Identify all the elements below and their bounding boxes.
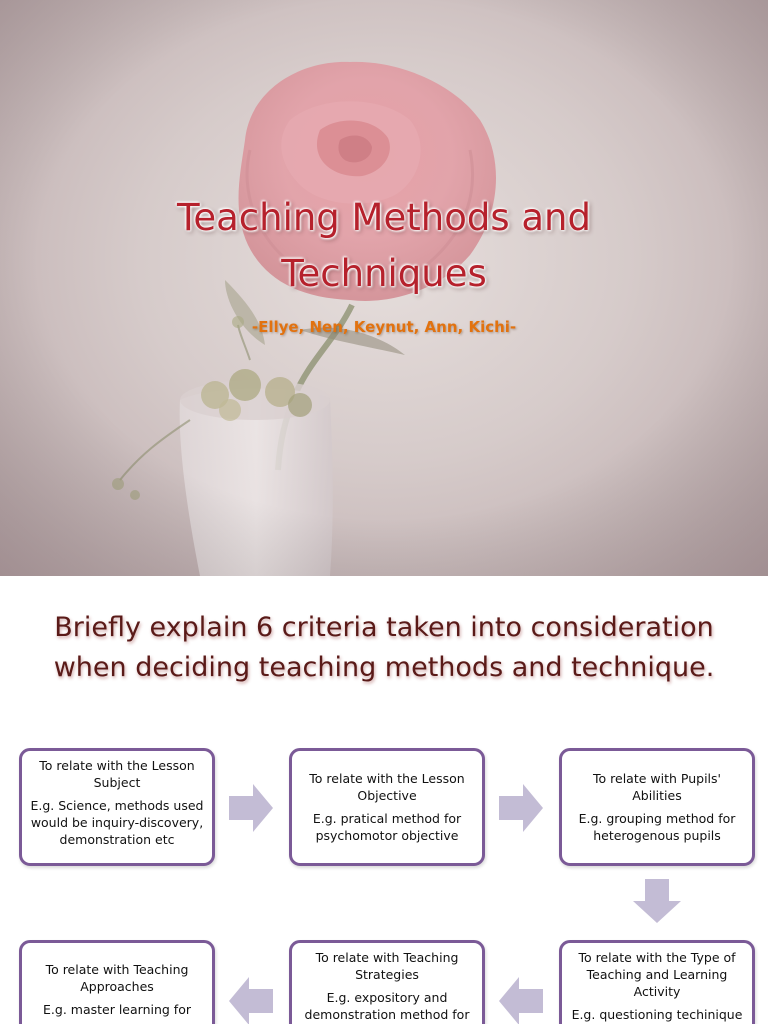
arrow-right-icon — [229, 784, 273, 832]
criteria-title: To relate with Teaching Approaches — [45, 962, 189, 994]
criteria-example: E.g. expository and demonstration method for — [304, 990, 470, 1022]
criteria-example: E.g. Science, methods used would be inquiry-discovery, demonstration etc — [30, 798, 204, 847]
authors-subtitle: -Ellye, Nen, Keynut, Ann, Kichi- — [251, 318, 517, 336]
criteria-box-activity-type — [559, 940, 755, 1024]
criteria-example: E.g. pratical method for psychomotor objective — [312, 811, 462, 843]
criteria-example: E.g. questioning techinique — [571, 1007, 743, 1022]
criteria-slide — [0, 576, 768, 1024]
criteria-box-lesson-objective — [289, 748, 485, 866]
title-line-2: Techniques — [281, 252, 487, 295]
criteria-heading — [14, 608, 754, 688]
criteria-title: To relate with Teaching Strategies — [315, 950, 459, 982]
criteria-title: To relate with Pupils' Abilities — [593, 771, 721, 803]
criteria-title: To relate with the Lesson Objective — [309, 771, 465, 803]
criteria-box-teaching-approaches — [19, 940, 215, 1024]
title-line-1: Teaching Methods and — [177, 196, 591, 239]
heading-line-1: Briefly explain 6 criteria taken into consideration — [54, 612, 714, 643]
criteria-title: To relate with the Type of Teaching and Learning Activity — [578, 950, 736, 999]
arrow-down-icon — [633, 879, 681, 923]
heading-line-2: when deciding teaching methods and technique. — [53, 652, 715, 683]
arrow-left-icon — [229, 977, 273, 1024]
criteria-box-pupils-abilities — [559, 748, 755, 866]
criteria-box-teaching-strategies — [289, 940, 485, 1024]
criteria-title: To relate with the Lesson Subject — [39, 758, 195, 790]
criteria-example: E.g. grouping method for heterogenous pupils — [578, 811, 736, 843]
arrow-left-icon — [499, 977, 543, 1024]
presentation-title — [84, 190, 684, 302]
criteria-example: E.g. master learning for — [43, 1002, 191, 1017]
arrow-right-icon — [499, 784, 543, 832]
criteria-box-lesson-subject — [19, 748, 215, 866]
